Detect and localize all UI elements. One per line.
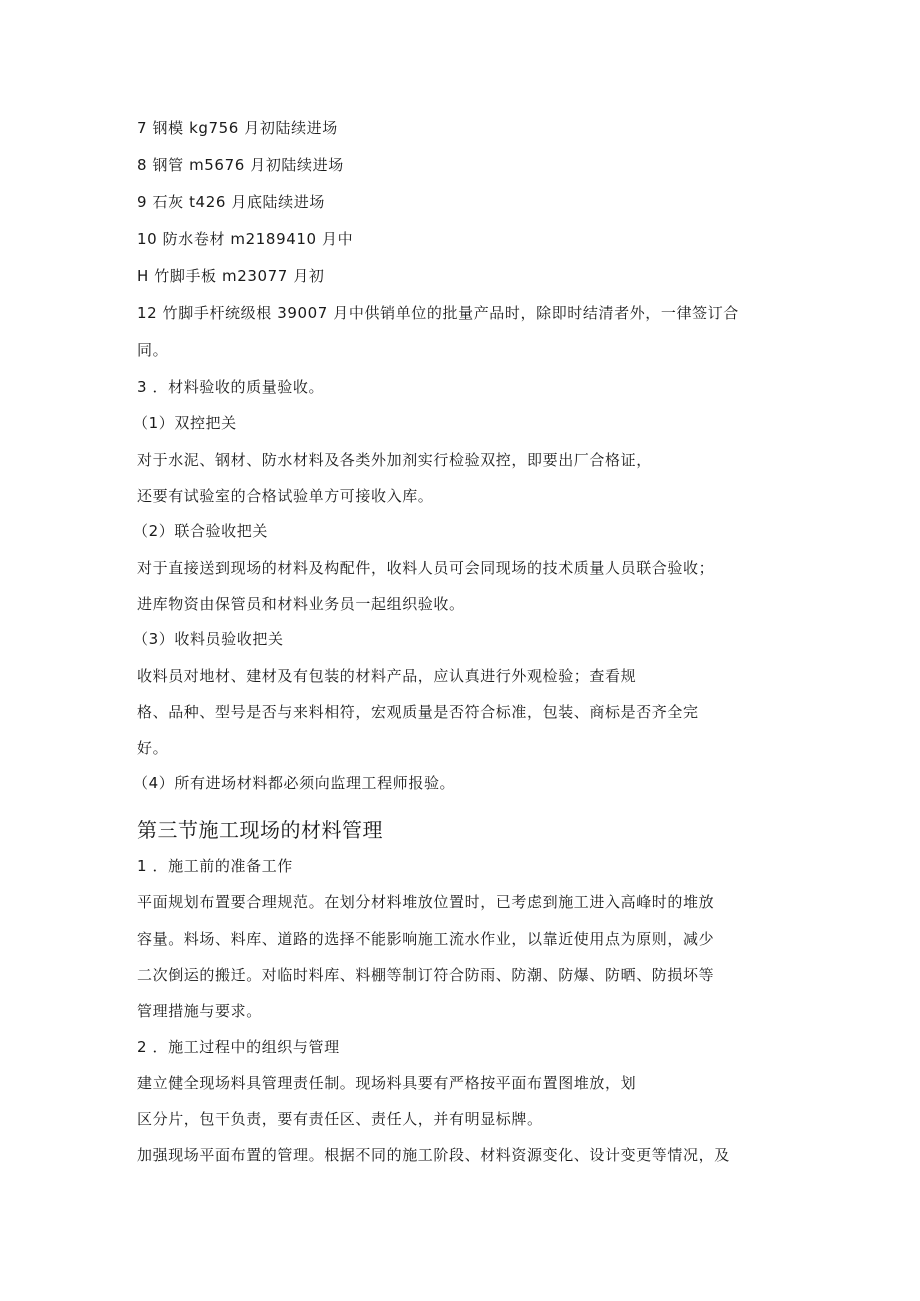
text-line: 对于直接送到现场的材料及构配件，收料人员可会同现场的技术质量人员联合验收； bbox=[137, 559, 715, 577]
text-line: 9 石灰 t426 月底陆续进场 bbox=[137, 193, 325, 211]
text-line: 2 ．施工过程中的组织与管理 bbox=[137, 1038, 340, 1056]
text-line: （3）收料员验收把关 bbox=[133, 630, 284, 648]
text-line: H 竹脚手板 m23077 月初 bbox=[137, 267, 325, 285]
text-line: 区分片，包干负责，要有责任区、责任人，并有明显标牌。 bbox=[137, 1110, 543, 1128]
text-line: 平面规划布置要合理规范。在划分材料堆放位置时，已考虑到施工进入高峰时的堆放 bbox=[137, 893, 715, 911]
text-line: 进库物资由保管员和材料业务员一起组织验收。 bbox=[137, 595, 465, 613]
text-line: 1 ．施工前的准备工作 bbox=[137, 857, 293, 875]
text-line: 管理措施与要求。 bbox=[137, 1002, 262, 1020]
text-line: 还要有试验室的合格试验单方可接收入库。 bbox=[137, 487, 434, 505]
text-line: 7 钢模 kg756 月初陆续进场 bbox=[137, 119, 338, 137]
text-line: 建立健全现场料具管理责任制。现场料具要有严格按平面布置图堆放，划 bbox=[137, 1074, 637, 1092]
text-line: 8 钢管 m5676 月初陆续进场 bbox=[137, 156, 344, 174]
text-line: （4）所有进场材料都必须向监理工程师报验。 bbox=[133, 774, 456, 792]
text-line: 格、品种、型号是否与来料相符，宏观质量是否符合标准，包装、商标是否齐全完 bbox=[137, 703, 699, 721]
text-line: 对于水泥、钢材、防水材料及各类外加剂实行检验双控，即要出厂合格证， bbox=[137, 451, 652, 469]
text-line: 3 ．材料验收的质量验收。 bbox=[137, 378, 325, 396]
text-line: 二次倒运的搬迁。对临时料库、料棚等制订符合防雨、防潮、防爆、防晒、防损坏等 bbox=[137, 966, 715, 984]
text-line: 加强现场平面布置的管理。根据不同的施工阶段、材料资源变化、设计变更等情况，及 bbox=[137, 1146, 730, 1164]
text-line: 同。 bbox=[137, 341, 169, 359]
text-line: 10 防水卷材 m2189410 月中 bbox=[137, 230, 354, 248]
text-line: 收料员对地材、建材及有包装的材料产品，应认真进行外观检验；查看规 bbox=[137, 667, 637, 685]
text-line: （2）联合验收把关 bbox=[133, 522, 268, 540]
section-heading: 第三节施工现场的材料管理 bbox=[137, 818, 383, 842]
text-line: 好。 bbox=[137, 739, 169, 757]
text-line: （1）双控把关 bbox=[133, 414, 237, 432]
text-line: 容量。料场、料库、道路的选择不能影响施工流水作业，以靠近使用点为原则，减少 bbox=[137, 930, 715, 948]
text-line: 12 竹脚手杆统级根 39007 月中供销单位的批量产品时，除即时结清者外，一律签订合 bbox=[137, 304, 739, 322]
